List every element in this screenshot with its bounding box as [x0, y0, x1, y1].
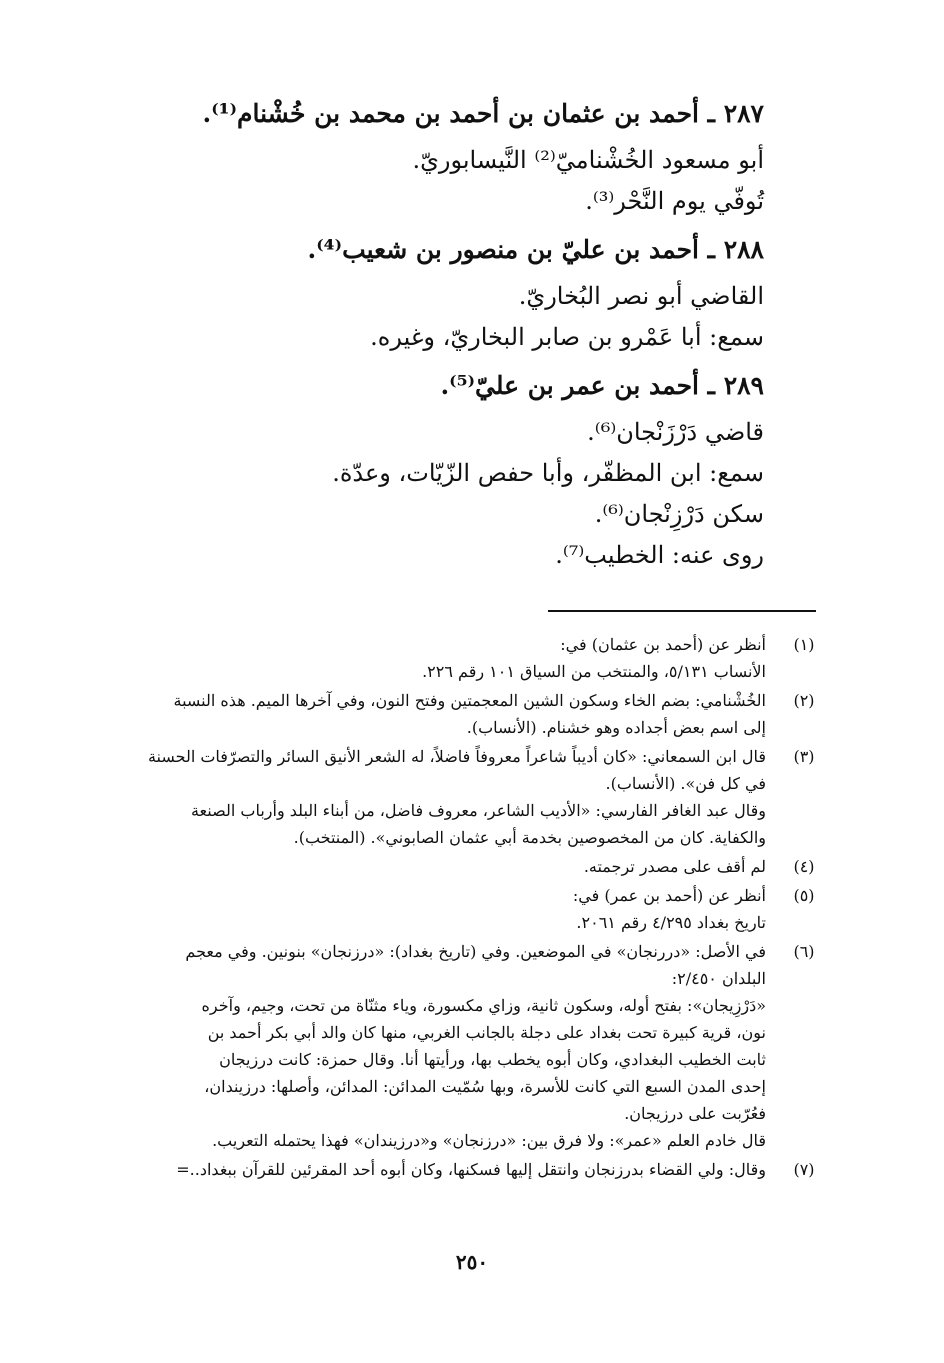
entry-line: تُوفّي يوم النَّحْر⁽³⁾. [585, 187, 764, 215]
footnote-number: (٧) [793, 1160, 815, 1179]
footnote-line: في الأصل: «دررنجان» في الموضعين. وفي (تاريخ بغداد): «درزنجان» بنونين. وفي معجم [185, 942, 766, 961]
footnote-number: (٣) [793, 747, 815, 766]
entry-title: ٢٨٩ ـ أحمد بن عمر بن عليّ⁽⁵⁾. [440, 371, 764, 400]
entry-title: ٢٨٨ ـ أحمد بن عليّ بن منصور بن شعيب⁽⁴⁾. [307, 235, 764, 264]
main-text [164, 96, 764, 578]
footnote-number: (١) [793, 635, 815, 654]
footnote-line: والكفاية. كان من المخصوصين بخدمة أبي عثمان الصابوني». (المنتخب). [293, 828, 766, 847]
footnote-number: (٥) [793, 886, 815, 905]
footnote-divider [548, 610, 816, 612]
page-number: ٢٥٠ [455, 1250, 489, 1274]
entry-line: سكن دَرْزِنْجان⁽⁶⁾. [594, 500, 764, 528]
footnote-line: «دَرْزِيجان»: بفتح أوله، وسكون ثانية، وزاي مكسورة، وياء مثنّاة من تحت، وجيم، وآخره [201, 996, 766, 1015]
footnote-line: نون، قرية كبيرة تحت بغداد على دجلة بالجانب الغربي، منها كان والد أبي بكر أحمد بن [207, 1023, 766, 1042]
footnote-2 [108, 688, 824, 740]
footnote-line: فعُرّبت على درزيجان. [624, 1104, 766, 1123]
footnote-line: تاريخ بغداد ٤/٢٩٥ رقم ٢٠٦١. [576, 913, 766, 932]
footnote-line: في كل فن». (الأنساب). [605, 774, 766, 793]
footnote-number: (٢) [793, 691, 815, 710]
entry-line: أبو مسعود الخُشْناميّ⁽²⁾ النَّيسابوريّ. [412, 146, 764, 174]
footnote-line: ثابت الخطيب البغدادي، وكان أبوه يخطب بها، ورأيتها أنا. وقال حمزة: كانت درزيجان [219, 1050, 766, 1069]
footnote-line: أنظر عن (أحمد بن عثمان) في: [560, 635, 766, 654]
footnote-line: إلى اسم بعض أجداده وهو خشنام. (الأنساب). [466, 718, 766, 737]
footnote-line: أنظر عن (أحمد بن عمر) في: [572, 886, 766, 905]
footnote-number: (٤) [793, 857, 815, 876]
footnote-line: الخُشْنامي: بضم الخاء وسكون الشين المعجمتين وفتح النون، وفي آخرها الميم. هذه النسبة [173, 691, 766, 710]
footnote-line: قال خادم العلم «عمر»: ولا فرق بين: «درزنجان» و«درزيندان» فهذا يحتمله التعريب. [212, 1131, 766, 1150]
footnote-7 [108, 1157, 824, 1182]
entry-line: قاضي دَرْزَنْجان⁽⁶⁾. [587, 418, 764, 446]
entry-line: روى عنه: الخطيب⁽⁷⁾. [555, 541, 764, 569]
footnote-4 [108, 854, 824, 879]
entry-289 [164, 368, 764, 573]
footnote-line: وقال: ولي القضاء بدرزنجان وانتقل إليها فسكنها، وكان أبوه أحد المقرئين للقرآن ببغداد..= [176, 1160, 766, 1179]
footnote-line: البلدان ٢/٤٥٠: [671, 969, 766, 988]
entry-line: سمع: ابن المظفّر، وأبا حفص الزّيّات، وعدّة. [332, 459, 764, 487]
footnote-line: لم أقف على مصدر ترجمته. [583, 857, 766, 876]
footnote-6 [108, 939, 824, 1153]
entry-line: سمع: أبا عَمْرو بن صابر البخاريّ، وغيره. [370, 323, 764, 351]
footnote-line: الأنساب ٥/١٣١، والمنتخب من السياق ١٠١ رقم ٢٢٦. [422, 662, 766, 681]
footnote-1 [108, 632, 824, 684]
footnote-number: (٦) [793, 942, 815, 961]
footnote-line: إحدى المدن السبع التي كانت للأسرة، وبها سُمّيت المدائن: المدائن، وأصلها: درزيندان، [204, 1077, 766, 1096]
footnote-3 [108, 744, 824, 850]
entry-line: القاضي أبو نصر البُخاريّ. [518, 282, 764, 310]
footnotes [108, 632, 824, 1186]
footnote-line: وقال عبد الغافر الفارسي: «الأديب الشاعر، معروف فاضل، من أبناء البلد وأرباب الصنعة [190, 801, 766, 820]
footnote-5 [108, 883, 824, 935]
entry-title: ٢٨٧ ـ أحمد بن عثمان بن أحمد بن محمد بن خُشْنام⁽¹⁾. [202, 99, 764, 128]
entry-288 [164, 232, 764, 355]
footnote-line: قال ابن السمعاني: «كان أديباً شاعراً معروفاً فاضلاً، له الشعر الأنيق السائر والتصرّفات الحسنة [147, 747, 766, 766]
entry-287 [164, 96, 764, 219]
